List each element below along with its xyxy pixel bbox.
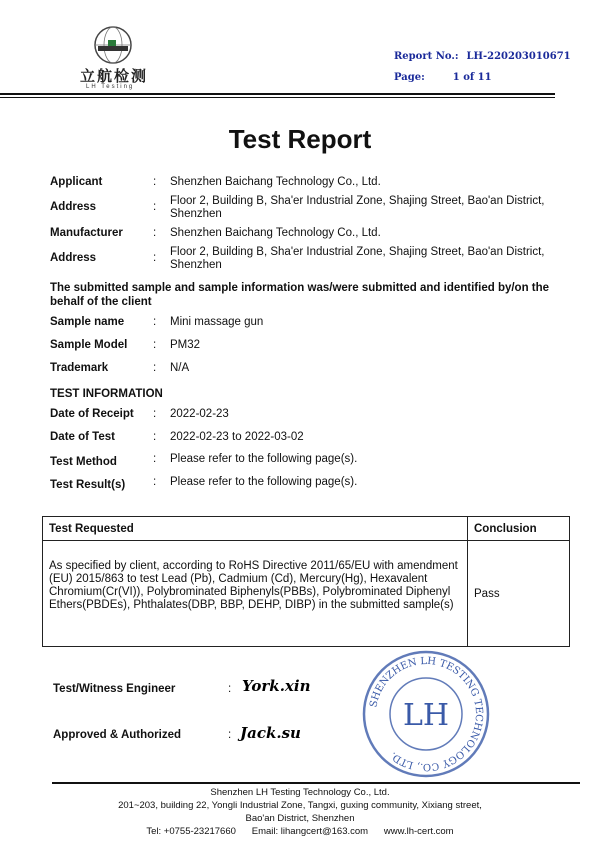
sample-model-label: Sample Model bbox=[50, 339, 128, 351]
colon: : bbox=[153, 431, 157, 443]
colon: : bbox=[228, 683, 232, 695]
address-value: Floor 2, Building B, Sha'er Industrial Zone, Shajing Street, Bao'an District, Shenzhen bbox=[170, 195, 545, 220]
address-label: Address bbox=[50, 201, 97, 213]
footer-contact bbox=[0, 826, 600, 837]
approver-label: Approved & Authorized bbox=[53, 729, 181, 741]
stamp-ring-text: SHENZHEN LH TESTING TECHNOLOGY CO., LTD. bbox=[368, 655, 485, 773]
statement: The submitted sample and sample information was/were submitted and identified by/on the behalf of the client bbox=[50, 282, 550, 308]
colon: : bbox=[153, 408, 157, 420]
engineer-signature: York.xin bbox=[242, 677, 311, 695]
trademark-value: N/A bbox=[170, 362, 190, 374]
engineer-label: Test/Witness Engineer bbox=[53, 683, 176, 695]
colon: : bbox=[228, 729, 232, 741]
trademark-label: Trademark bbox=[50, 362, 109, 374]
logo-en: LH Testing bbox=[86, 84, 135, 90]
page-value: 1 of 11 bbox=[452, 72, 492, 83]
colon: : bbox=[153, 339, 157, 351]
colon: : bbox=[153, 362, 157, 374]
table-row bbox=[43, 541, 570, 647]
test-info-heading: TEST INFORMATION bbox=[50, 388, 163, 400]
sample-name-label: Sample name bbox=[50, 316, 125, 328]
company-stamp bbox=[360, 648, 492, 780]
footer-tel: Tel: +0755-23217660 bbox=[146, 826, 236, 837]
report-no: LH-220203010671 bbox=[466, 51, 571, 62]
test-method-value: Please refer to the following page(s). bbox=[170, 453, 358, 465]
footer-website[interactable]: www.lh-cert.com bbox=[383, 826, 454, 837]
colon: : bbox=[153, 176, 157, 188]
table-header-row bbox=[43, 517, 570, 541]
footer-company: Shenzhen LH Testing Technology Co., Ltd. bbox=[210, 787, 390, 798]
test-method-label: Test Method bbox=[50, 456, 117, 468]
footer-address2: Bao'an District, Shenzhen bbox=[245, 813, 355, 824]
results-table bbox=[42, 516, 570, 647]
stamp-center-text: LH bbox=[402, 698, 450, 733]
col-conclusion: Conclusion bbox=[468, 517, 570, 541]
footer-email[interactable]: Email: lihangcert@163.com bbox=[251, 826, 369, 837]
page-label: Page: bbox=[394, 72, 425, 83]
logo-cn: 立航检测 bbox=[80, 68, 149, 85]
report-no-label: Report No.: bbox=[394, 51, 459, 62]
manufacturer-address-value: Floor 2, Building B, Sha'er Industrial Zone, Shajing Street, Bao'an District, Shenzhen bbox=[170, 246, 545, 271]
colon: : bbox=[153, 227, 157, 239]
colon: : bbox=[153, 453, 157, 465]
page-row bbox=[394, 72, 492, 83]
globe-ship-icon bbox=[78, 25, 148, 65]
header-divider bbox=[0, 93, 555, 98]
col-test-requested: Test Requested bbox=[43, 517, 468, 541]
test-result-label: Test Result(s) bbox=[50, 479, 126, 491]
page-title: Test Report bbox=[228, 124, 372, 154]
date-test-value: 2022-02-23 to 2022-03-02 bbox=[170, 431, 304, 443]
manufacturer-label: Manufacturer bbox=[50, 227, 123, 239]
colon: : bbox=[153, 316, 157, 328]
sample-model-value: PM32 bbox=[170, 339, 201, 351]
approver-signature: Jack.su bbox=[240, 724, 301, 742]
footer-divider bbox=[52, 782, 580, 784]
test-result-value: Please refer to the following page(s). bbox=[170, 476, 358, 488]
manufacturer-address-label: Address bbox=[50, 252, 97, 264]
footer-address1: 201~203, building 22, Yongli Industrial Zone, Tangxi, guxing community, Xixiang street, bbox=[118, 800, 482, 811]
applicant-label: Applicant bbox=[50, 176, 103, 188]
colon: : bbox=[153, 476, 157, 488]
manufacturer-value: Shenzhen Baichang Technology Co., Ltd. bbox=[170, 227, 381, 239]
date-test-label: Date of Test bbox=[50, 431, 115, 443]
report-no-row bbox=[394, 51, 571, 62]
date-receipt-value: 2022-02-23 bbox=[170, 408, 229, 420]
date-receipt-label: Date of Receipt bbox=[50, 408, 134, 420]
sample-name-value: Mini massage gun bbox=[170, 316, 264, 328]
conclusion-cell: Pass bbox=[468, 541, 570, 647]
colon: : bbox=[153, 252, 157, 264]
colon: : bbox=[153, 201, 157, 213]
test-requested-cell: As specified by client, according to RoHS Directive 2011/65/EU with amendment (EU) 2015/863 to test Lead (Pb), Cadmium (Cd), Mercury(Hg), Hexavalent Chromium(Cr(VI)), Polybrominated Biphenyls(PBBs), Polybrominated Diphenyl Ethers(PBDEs), Phthalates(DBP, BBP, DEHP, DIBP) in the submitted sample(s) bbox=[43, 541, 468, 647]
applicant-value: Shenzhen Baichang Technology Co., Ltd. bbox=[170, 176, 381, 188]
logo bbox=[78, 25, 148, 93]
